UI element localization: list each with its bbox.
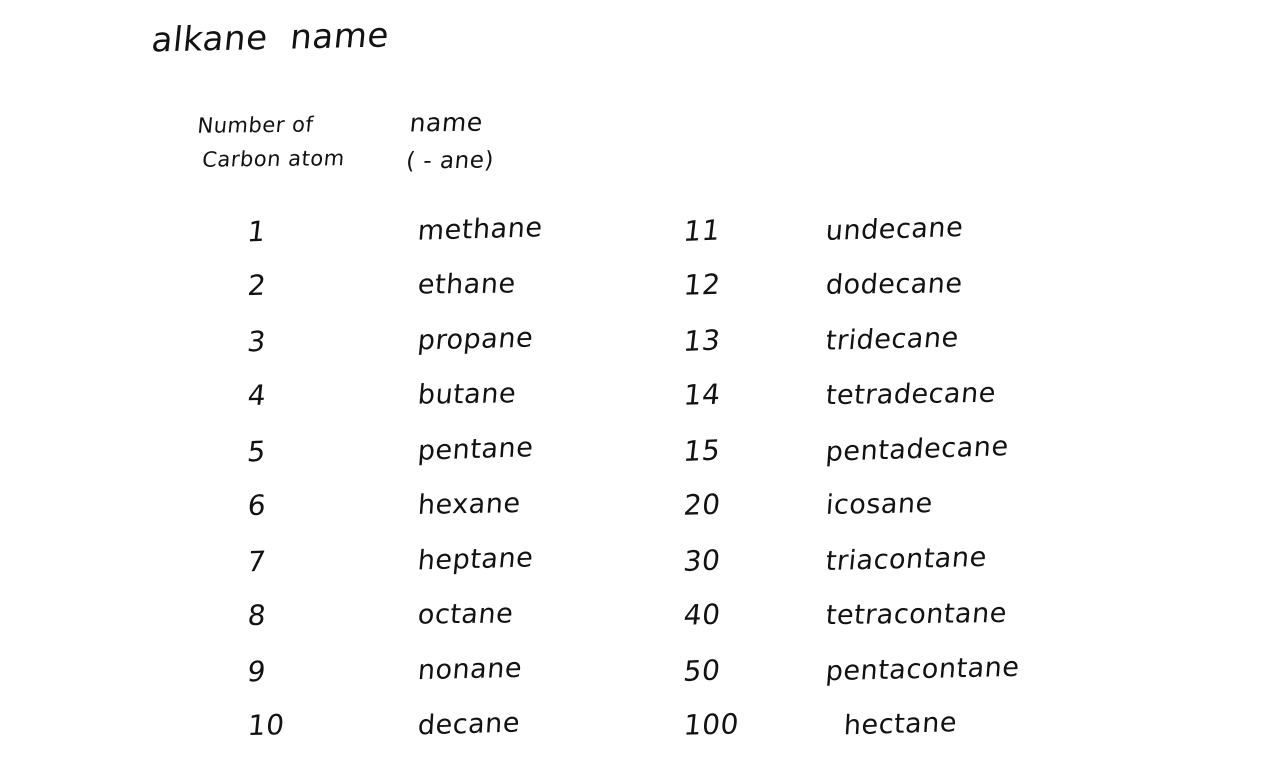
column-header-carbon-count-line2: Carbon atom — [201, 146, 346, 172]
table-row — [681, 651, 1021, 707]
alkane-name: heptane — [416, 542, 535, 577]
carbon-count: 14 — [682, 377, 723, 412]
alkane-name: hexane — [416, 488, 522, 521]
page-title: alkane name — [149, 15, 392, 61]
alkane-name: propane — [416, 322, 535, 357]
alkane-name: ethane — [416, 268, 517, 301]
column-header-carbon-count — [193, 107, 350, 177]
carbon-count: 13 — [681, 323, 723, 358]
carbon-count: 4 — [246, 378, 268, 413]
column-header-name-suffix: ( - ane) — [404, 147, 496, 175]
table-row — [684, 487, 1019, 542]
carbon-count: 40 — [682, 597, 723, 632]
carbon-count: 10 — [246, 708, 287, 743]
table-row — [248, 267, 542, 322]
table-row — [248, 707, 542, 762]
carbon-count: 2 — [246, 268, 268, 303]
table-row — [681, 322, 1019, 377]
table-row — [684, 377, 1019, 432]
table-row — [681, 212, 1019, 267]
table-row — [245, 652, 542, 707]
table-row — [681, 431, 1019, 487]
table-row — [245, 542, 542, 597]
table-row — [245, 432, 542, 487]
carbon-count: 15 — [681, 433, 723, 468]
carbon-count: 1 — [245, 214, 268, 249]
carbon-count: 8 — [246, 598, 268, 633]
table-row — [248, 377, 542, 432]
alkane-name: dodecane — [824, 268, 964, 301]
alkane-name: tridecane — [824, 322, 961, 357]
table-row — [684, 267, 1019, 322]
column-header-name-line1: name — [408, 107, 485, 138]
alkane-name: hectane — [842, 707, 958, 742]
carbon-count: 6 — [246, 488, 268, 523]
alkane-table-right — [681, 212, 1021, 762]
alkane-table-left — [245, 212, 544, 762]
alkane-name: triacontane — [824, 541, 989, 578]
carbon-count: 30 — [681, 543, 723, 578]
table-row — [245, 322, 542, 377]
alkane-name: butane — [416, 378, 518, 411]
table-row — [684, 707, 1019, 762]
table-row — [248, 487, 542, 542]
carbon-count: 9 — [245, 654, 268, 689]
alkane-name: tetracontane — [824, 597, 1009, 632]
carbon-count: 100 — [682, 707, 741, 742]
alkane-name: methane — [416, 212, 544, 247]
table-row — [681, 541, 1019, 597]
carbon-count: 20 — [682, 487, 723, 522]
alkane-name: icosane — [824, 488, 934, 521]
carbon-count: 7 — [245, 544, 268, 579]
alkane-name: pentacontane — [824, 651, 1021, 688]
table-row — [684, 597, 1019, 652]
carbon-count: 3 — [245, 324, 268, 359]
table-row — [248, 597, 542, 652]
alkane-name: pentadecane — [824, 431, 1010, 468]
alkane-name: octane — [416, 598, 515, 631]
carbon-count: 11 — [681, 213, 723, 248]
carbon-count: 12 — [682, 267, 723, 302]
alkane-name: pentane — [416, 432, 535, 467]
carbon-count: 50 — [681, 653, 723, 688]
alkane-name: undecane — [824, 212, 965, 247]
alkane-name: tetradecane — [824, 377, 998, 412]
carbon-count: 5 — [245, 434, 268, 469]
alkane-name: decane — [416, 707, 521, 742]
column-header-carbon-count-line1: Number of — [196, 112, 315, 138]
column-header-name — [404, 104, 499, 181]
table-row — [245, 212, 544, 267]
alkane-name: nonane — [416, 652, 524, 687]
